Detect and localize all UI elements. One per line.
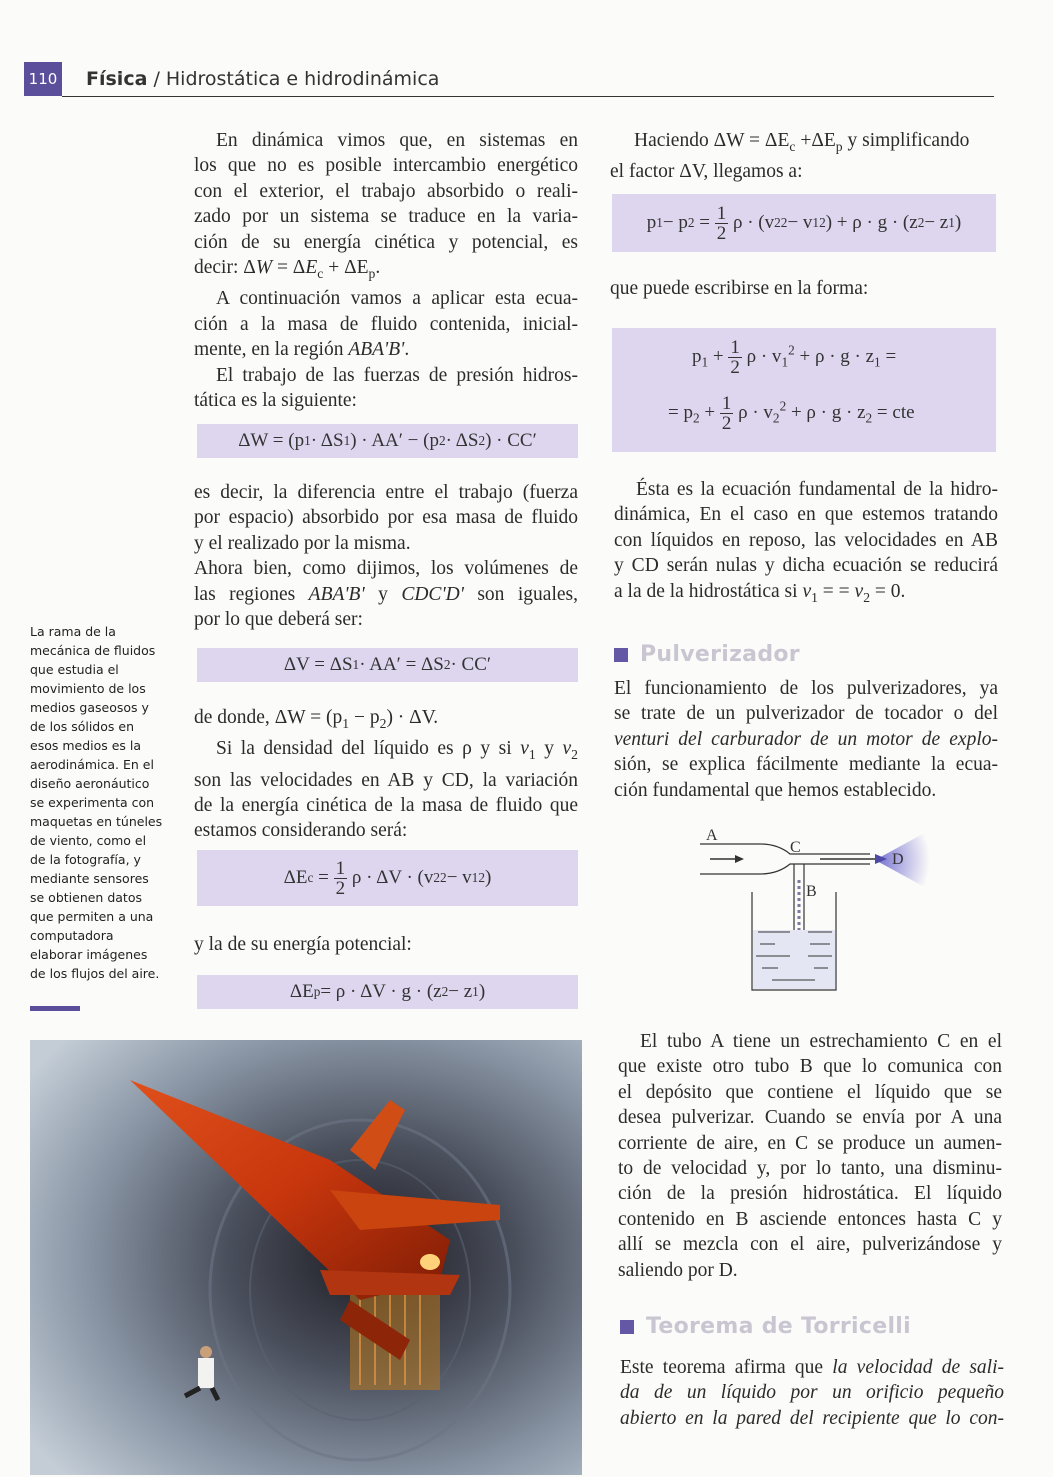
sprayer-svg bbox=[690, 820, 940, 1000]
text-line bbox=[620, 1355, 1004, 1380]
running-header bbox=[86, 68, 439, 90]
wind-tunnel-illustration bbox=[30, 1040, 582, 1475]
wind-tunnel-photo bbox=[30, 1040, 582, 1475]
sidebar-note: La rama de la mecánica de fluidos que estudia el movimiento de los medios gaseosos y de los sólidos en esos medios es la aerodinámica. En el diseño aeronáutico se experimenta con maquetas en túneles de viento, como el de la fotografía, y mediante sensores se obtienen datos que permiten a una computadora elaborar imágenes de los flujos del aire. bbox=[30, 624, 163, 981]
text-line: a la de la hidrostática si $v_1$ = = $v_2 = 0$. bbox=[614, 580, 906, 605]
text-line: con el exterior, el trabajo absorbido o reali- bbox=[194, 180, 578, 202]
section-title-torricelli bbox=[620, 1314, 911, 1339]
text-line: desea pulverizar. Cuando se envía por A una bbox=[618, 1107, 1002, 1129]
text-line: ción de su energía cinética y potencial, es bbox=[194, 231, 578, 253]
text-line: El trabajo de las fuerzas de presión hidros- bbox=[216, 364, 578, 386]
text-line: los que no es posible intercambio energético bbox=[194, 155, 578, 177]
page-number: 110 bbox=[24, 62, 62, 96]
text-line: mente, en la región ABA'B'. bbox=[194, 339, 410, 361]
formula-kinetic: ΔE c = $\frac{1}{2}$ ρ · ΔV · (v 2 2 − v 1 2 ) bbox=[197, 850, 578, 906]
text-line: saliendo por D. bbox=[618, 1259, 738, 1281]
paragraph-pulverizador bbox=[614, 676, 998, 803]
section-square-icon bbox=[614, 648, 628, 662]
formula-line-1: $p_1$ + $\frac{1}{2}$ $\rho \cdot v_1^2 + \rho \cdot g \cdot z_1$ = bbox=[692, 337, 897, 378]
label-d: D bbox=[892, 851, 904, 868]
text-line: Si la densidad del líquido es ρ y si $v_1$ y $v_2$ bbox=[216, 738, 578, 763]
paragraph-dinamica bbox=[194, 128, 578, 286]
text-line: corriente de aire, en C se produce un aumen- bbox=[618, 1132, 1002, 1154]
text-line: Ahora bien, como dijimos, los volúmenes de bbox=[194, 558, 578, 580]
text-line: ción de la presión hidrostática. El líquido bbox=[618, 1183, 1002, 1205]
text-line: A continuación vamos a aplicar esta ecua- bbox=[216, 288, 578, 310]
left-column bbox=[194, 128, 578, 413]
formula-bernoulli-1: p 1 − p 2 = $\frac{1}{2}$ ρ · (v 2 2 − v 1 2 ) + ρ · g · (z 2 − z 1 ) bbox=[612, 194, 996, 252]
text-line: Haciendo $\Delta W = \Delta E_c +\Delta E_p$ y simplificando bbox=[634, 130, 970, 154]
text-line: El funcionamiento de los pulverizadores, ya bbox=[614, 678, 998, 699]
formula-potential: ΔE p = ρ · ΔV · g · (z 2 − z 1 ) bbox=[197, 975, 578, 1009]
text-line: y CD serán nulas y dicha ecuación se reducirá bbox=[614, 555, 998, 577]
region-label: ABA'B' bbox=[348, 339, 405, 361]
formula-line-2: = $p_2$ + $\frac{1}{2}$ $\rho \cdot v_2^2 + \rho \cdot g \cdot z_2$ = cte bbox=[668, 393, 915, 434]
text-line: da de un líquido por un orificio pequeño bbox=[620, 1382, 1004, 1404]
text-line: son las velocidades en AB y CD, la variación bbox=[194, 769, 578, 791]
text-line: ción fundamental que hemos establecido. bbox=[614, 779, 937, 801]
paragraph-tubo bbox=[618, 1029, 1002, 1283]
text-line: de la energía cinética de la masa de fluido que bbox=[194, 795, 578, 816]
text-line: con líquidos en reposo, las velocidades en AB bbox=[614, 529, 998, 551]
text-line: ción a la masa de fluido contenida, inicial- bbox=[194, 313, 578, 335]
header-topic: Hidrostática e hidrodinámica bbox=[165, 68, 440, 90]
person-figure bbox=[198, 1358, 214, 1388]
text-fragment: mente, en la región bbox=[194, 339, 349, 361]
text-fragment: decir: bbox=[194, 257, 244, 279]
text-fragment: Haciendo ΔW = ΔE bbox=[634, 130, 790, 151]
section-square-icon bbox=[620, 1320, 634, 1334]
text-fragment: de donde, bbox=[194, 707, 275, 728]
text-line: to de velocidad y, por lo tanto, una disminu- bbox=[618, 1158, 1002, 1180]
header-subject: Física bbox=[86, 68, 148, 90]
text-fragment: a la de la hidrostática si bbox=[614, 580, 803, 602]
label-b: B bbox=[806, 883, 817, 900]
text-line: y el realizado por la misma. bbox=[194, 532, 411, 554]
text-line bbox=[194, 582, 578, 607]
text-line: abierto en la pared del recipiente que lo con- bbox=[620, 1407, 1004, 1429]
header-rule bbox=[62, 96, 994, 97]
text-line: por lo que deberá ser: bbox=[194, 609, 363, 631]
text-line: El tubo A tiene un estrechamiento C en el bbox=[640, 1031, 1002, 1052]
text-fragment: Este teorema afirma que bbox=[620, 1357, 833, 1378]
paragraph-continuacion bbox=[194, 286, 578, 362]
text-potential-intro: y la de su energía potencial: bbox=[194, 934, 412, 955]
paragraph-trabajo bbox=[194, 363, 578, 414]
label-c: C bbox=[790, 839, 801, 856]
text-line: el depósito que contiene el líquido que se bbox=[618, 1081, 1002, 1103]
text-line: es decir, la diferencia entre el trabajo (fuerza bbox=[194, 482, 578, 503]
text-line: tática es la siguiente: bbox=[194, 389, 357, 411]
text-fragment: Si la densidad del líquido es ρ y si bbox=[216, 738, 521, 760]
text-line: se trate de un pulverizador de tocador o del bbox=[614, 703, 998, 725]
text-line: estamos considerando será: bbox=[194, 820, 408, 842]
text-line: Ésta es la ecuación fundamental de la hidro- bbox=[636, 479, 998, 500]
text-line: En dinámica vimos que, en sistemas en bbox=[216, 130, 578, 151]
text-forma: que puede escribirse en la forma: bbox=[610, 278, 869, 299]
text-line: sión, se explica fácilmente mediante la ecua- bbox=[614, 754, 998, 776]
text-line: allí se mezcla con el aire, pulverizándose y bbox=[618, 1234, 1002, 1256]
sprayer-diagram bbox=[690, 820, 940, 1000]
paragraph-torricelli bbox=[620, 1355, 1004, 1431]
formula-bernoulli-2 bbox=[612, 328, 996, 452]
region-label: CDC'D' bbox=[401, 583, 464, 605]
text-line: dinámica, En el caso en que estemos tratando bbox=[614, 504, 998, 526]
text-fragment: la velocidad de sali- bbox=[832, 1357, 1005, 1378]
right-column bbox=[610, 128, 996, 185]
text-line: por espacio) absorbido por esa masa de fluido bbox=[194, 507, 578, 529]
section-title-pulverizador bbox=[614, 642, 800, 667]
formula-work: ΔW = (p 1 · ΔS 1 ) · AA′ − (p 2 · ΔS 2 ) · CC′ bbox=[197, 424, 578, 458]
text-line: que existe otro tubo B que lo comunica con bbox=[618, 1056, 1002, 1078]
region-label: ABA'B' bbox=[308, 583, 365, 605]
left-column-2 bbox=[194, 480, 578, 632]
text-fragment: y bbox=[364, 583, 402, 605]
text-line: decir: $\Delta W = \Delta E_c + \Delta E_p$. bbox=[194, 257, 381, 281]
formula-volume: ΔV = ΔS 1 · AA′ = ΔS 2 · CC′ bbox=[197, 648, 578, 682]
section-title-text: Pulverizador bbox=[640, 642, 800, 667]
text-line: de donde, $\Delta W = (p_1 - p_2) \cdot \Delta V$. bbox=[194, 707, 439, 731]
text-fragment: las regiones bbox=[194, 583, 309, 605]
header-separator: / bbox=[147, 68, 166, 90]
text-line: el factor ΔV, llegamos a: bbox=[610, 161, 803, 183]
label-a: A bbox=[706, 827, 718, 844]
paragraph-ecuacion-fundamental bbox=[614, 477, 998, 610]
text-line: venturi del carburador de un motor de explo- bbox=[614, 728, 998, 750]
text-line: zado por un sistema se traduce en la varia- bbox=[194, 206, 578, 228]
text-fragment: son iguales, bbox=[463, 583, 578, 605]
section-title-text: Teorema de Torricelli bbox=[646, 1314, 911, 1339]
text-line: contenido en B asciende entonces hasta C y bbox=[618, 1208, 1002, 1230]
sidebar-accent-bar bbox=[30, 1006, 80, 1011]
left-column-3 bbox=[194, 705, 578, 844]
